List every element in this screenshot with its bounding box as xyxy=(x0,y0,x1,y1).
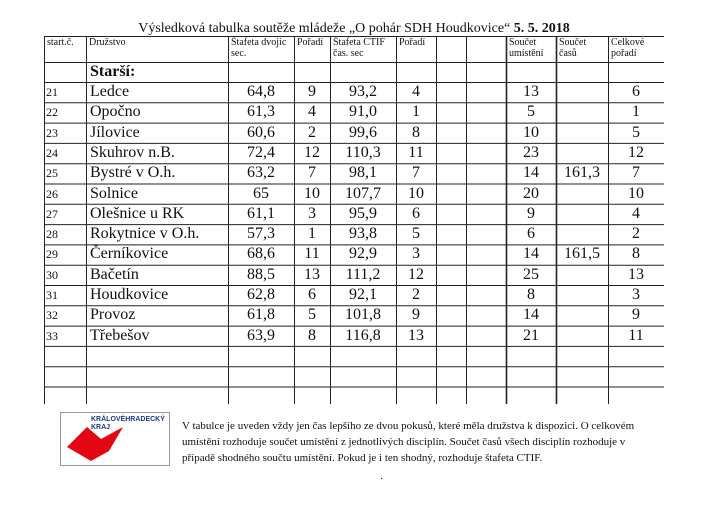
rank-sum: 14 xyxy=(523,245,539,263)
relay-rank: 7 xyxy=(308,164,316,182)
start-number: 23 xyxy=(46,125,58,140)
ctif-rank: 5 xyxy=(412,225,420,243)
ctif-time: 93,8 xyxy=(349,225,377,243)
region-logo-text xyxy=(91,416,165,432)
rank-sum: 13 xyxy=(523,83,539,100)
relay-rank: 11 xyxy=(304,245,320,263)
ctif-time: 91,0 xyxy=(349,103,377,121)
overall-rank: 11 xyxy=(628,326,644,344)
page-mark: · xyxy=(380,474,384,485)
relay-time: 63,2 xyxy=(247,164,275,182)
rank-sum: 21 xyxy=(523,326,539,344)
ctif-rank: 13 xyxy=(408,326,424,344)
overall-rank: 10 xyxy=(628,184,644,202)
ctif-rank: 1 xyxy=(412,103,420,121)
overall-rank: 5 xyxy=(632,123,640,141)
ctif-time: 110,3 xyxy=(345,143,381,161)
overall-rank: 8 xyxy=(632,245,640,263)
team-name: Černíkovice xyxy=(90,245,169,263)
relay-time: 61,8 xyxy=(247,306,275,324)
team-name: Rokytnice v O.h. xyxy=(90,225,200,243)
overall-rank: 9 xyxy=(632,306,640,324)
start-number: 32 xyxy=(46,308,58,323)
start-number: 21 xyxy=(46,85,58,99)
header-relay: Štafeta dvojic sec. xyxy=(231,37,287,59)
header-rank: Pořadí xyxy=(297,37,324,48)
start-number: 30 xyxy=(46,267,58,282)
relay-rank: 3 xyxy=(308,204,316,222)
overall-rank: 13 xyxy=(628,265,644,283)
ctif-time: 98,1 xyxy=(349,164,377,182)
rank-sum: 5 xyxy=(527,103,535,121)
start-number: 28 xyxy=(46,227,58,242)
relay-time: 60,6 xyxy=(247,123,275,141)
ctif-rank: 4 xyxy=(412,83,420,100)
relay-rank: 13 xyxy=(304,265,320,283)
relay-rank: 12 xyxy=(304,143,320,161)
header-team: Družstvo xyxy=(89,37,126,48)
ctif-rank: 6 xyxy=(412,204,420,222)
rank-sum: 9 xyxy=(527,204,535,222)
category-label: Starší: xyxy=(90,63,136,80)
relay-time: 61,3 xyxy=(247,103,275,121)
start-number: 22 xyxy=(46,105,58,120)
logo-line-1: KRÁLOVÉHRADECKÝ xyxy=(91,416,165,423)
relay-time: 72,4 xyxy=(247,143,275,161)
time-sum: 161,3 xyxy=(564,164,600,182)
start-number: 29 xyxy=(46,247,58,262)
overall-rank: 4 xyxy=(632,204,640,222)
relay-time: 88,5 xyxy=(247,265,275,283)
rank-sum: 23 xyxy=(523,143,539,161)
ctif-rank: 8 xyxy=(412,123,420,141)
ctif-rank: 7 xyxy=(412,164,420,182)
team-name: Solnice xyxy=(90,184,138,202)
header-sum-rank: Součet umístění xyxy=(509,37,544,59)
team-name: Opočno xyxy=(90,103,141,121)
header-rank2: Pořadí xyxy=(399,37,426,48)
relay-time: 64,8 xyxy=(247,83,275,100)
region-logo xyxy=(60,412,170,466)
footer-note: V tabulce je uveden vždy jen čas lepšího ze dvou pokusů, které měla družstva k dispozici. O celkovém umístění rozhoduje součet umístění z jednotlivých disciplín. Součet časů všech disciplín rozhoduje v případě shodného součtu umístění. Pokud je i ten shodný, rozhoduje štafeta CTIF. xyxy=(182,420,635,464)
overall-rank: 1 xyxy=(632,103,640,121)
team-name: Olešnice u RK xyxy=(90,204,185,222)
relay-rank: 5 xyxy=(308,306,316,324)
rank-sum: 14 xyxy=(523,164,539,182)
ctif-time: 107,7 xyxy=(345,184,381,202)
rank-sum: 10 xyxy=(523,123,539,141)
ctif-time: 116,8 xyxy=(345,326,381,344)
rank-sum: 25 xyxy=(523,265,539,283)
team-name: Houdkovice xyxy=(90,286,169,303)
overall-rank: 6 xyxy=(632,83,640,100)
team-name: Ledce xyxy=(90,83,130,100)
team-name: Bačetín xyxy=(90,265,139,283)
start-number: 24 xyxy=(46,145,58,160)
overall-rank: 12 xyxy=(628,143,644,161)
start-number: 31 xyxy=(46,288,58,302)
team-name: Třebešov xyxy=(90,326,150,344)
title-text: Výsledková tabulka soutěže mládeže „O pohár SDH Houdkovice“ xyxy=(138,21,511,36)
start-number: 25 xyxy=(46,166,58,181)
title-date: 5. 5. 2018 xyxy=(513,21,570,36)
team-name: Skuhrov n.B. xyxy=(90,143,175,161)
start-number: 27 xyxy=(46,206,58,221)
ctif-time: 99,6 xyxy=(349,123,377,141)
relay-rank: 1 xyxy=(308,225,316,243)
relay-rank: 4 xyxy=(308,103,316,121)
relay-time: 61,1 xyxy=(247,204,275,222)
rank-sum: 8 xyxy=(527,286,535,303)
ctif-time: 93,2 xyxy=(349,83,377,100)
relay-rank: 10 xyxy=(304,184,320,202)
ctif-time: 92,1 xyxy=(349,286,377,303)
time-sum: 161,5 xyxy=(564,245,600,263)
start-number: 33 xyxy=(46,328,58,343)
ctif-rank: 3 xyxy=(412,245,420,263)
team-name: Bystré v O.h. xyxy=(90,164,176,182)
team-name: Provoz xyxy=(90,306,136,324)
ctif-rank: 9 xyxy=(412,306,420,324)
relay-time: 65 xyxy=(253,184,269,202)
ctif-time: 95,9 xyxy=(349,204,377,222)
header-sum-time: Součet časů xyxy=(559,37,587,59)
logo-line-2: KRAJ xyxy=(91,424,111,431)
relay-rank: 2 xyxy=(308,123,316,141)
header-ctif: Štafeta CTIF čas. sec xyxy=(333,37,385,59)
footer xyxy=(60,412,660,462)
overall-rank: 7 xyxy=(632,164,640,182)
relay-time: 68,6 xyxy=(247,245,275,263)
relay-time: 63,9 xyxy=(247,326,275,344)
overall-rank: 2 xyxy=(632,225,640,243)
ctif-rank: 11 xyxy=(408,143,424,161)
relay-rank: 9 xyxy=(308,83,316,100)
ctif-rank: 2 xyxy=(412,286,420,303)
rank-sum: 14 xyxy=(523,306,539,324)
relay-rank: 8 xyxy=(308,326,316,344)
ctif-rank: 12 xyxy=(408,265,424,283)
team-name: Jílovice xyxy=(90,123,140,141)
start-number: 26 xyxy=(46,186,58,201)
results-table xyxy=(44,36,664,404)
header-overall: Celkové pořadí xyxy=(611,37,645,59)
overall-rank: 3 xyxy=(632,286,640,303)
relay-rank: 6 xyxy=(308,286,316,303)
relay-time: 57,3 xyxy=(247,225,275,243)
ctif-time: 111,2 xyxy=(345,265,381,283)
ctif-rank: 10 xyxy=(408,184,424,202)
page-title xyxy=(44,20,664,37)
rank-sum: 20 xyxy=(523,184,539,202)
ctif-time: 92,9 xyxy=(349,245,377,263)
rank-sum: 6 xyxy=(527,225,535,243)
ctif-time: 101,8 xyxy=(345,306,381,324)
header-start: start.č. xyxy=(47,37,74,48)
relay-time: 62,8 xyxy=(247,286,275,303)
